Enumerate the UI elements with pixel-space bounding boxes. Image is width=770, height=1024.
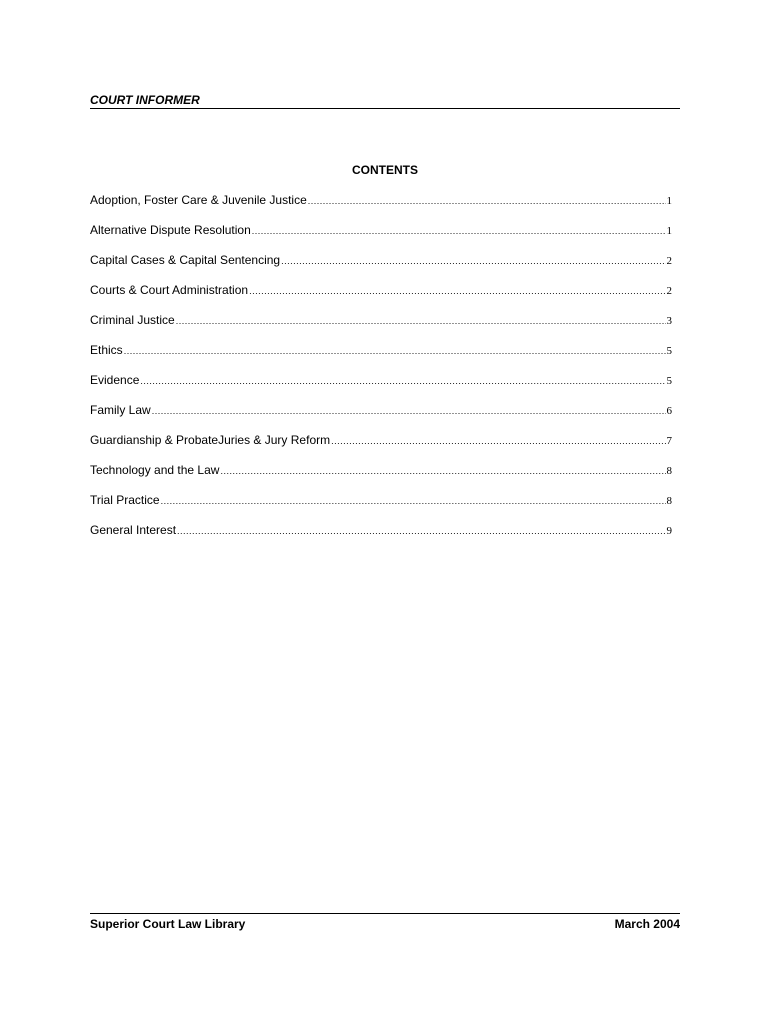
toc-entry-label: Criminal Justice	[90, 313, 175, 327]
newsletter-title: COURT INFORMER	[90, 93, 200, 107]
toc-entry-label: Alternative Dispute Resolution	[90, 223, 251, 237]
toc-entry[interactable]	[90, 343, 672, 373]
toc-entry-page-number: 2	[666, 255, 672, 267]
footer-date: March 2004	[614, 917, 680, 931]
toc-entry-page-number: 5	[666, 375, 672, 387]
toc-entry[interactable]	[90, 403, 672, 433]
contents-heading: CONTENTS	[352, 163, 418, 177]
toc-dot-leader	[249, 286, 665, 296]
toc-entry-label: Evidence	[90, 373, 140, 387]
toc-dot-leader	[140, 376, 665, 386]
toc-entry-label: Technology and the Law	[90, 463, 220, 477]
toc-entry-page-number: 9	[666, 525, 672, 537]
toc-entry-page-number: 5	[666, 345, 672, 357]
toc-entry[interactable]	[90, 193, 672, 223]
toc-entry[interactable]	[90, 463, 672, 493]
toc-entry-page-number: 8	[666, 465, 672, 477]
toc-entry-label: Family Law	[90, 403, 151, 417]
toc-entry[interactable]	[90, 313, 672, 343]
toc-dot-leader	[176, 316, 666, 326]
toc-entry-label: Adoption, Foster Care & Juvenile Justice	[90, 193, 307, 207]
toc-dot-leader	[308, 196, 666, 206]
toc-entry-label: General Interest	[90, 523, 177, 537]
toc-entry[interactable]	[90, 523, 672, 553]
toc-entry-page-number: 7	[666, 435, 672, 447]
toc-entry-page-number: 6	[666, 405, 672, 417]
toc-entry-page-number: 1	[666, 195, 672, 207]
toc-dot-leader	[161, 496, 666, 506]
toc-entry-page-number: 1	[666, 225, 672, 237]
toc-entry-page-number: 3	[666, 315, 672, 327]
toc-entry[interactable]	[90, 433, 672, 463]
toc-dot-leader	[124, 346, 666, 356]
toc-entry[interactable]	[90, 253, 672, 283]
toc-dot-leader	[177, 526, 665, 536]
toc-entry[interactable]	[90, 283, 672, 313]
toc-entry[interactable]	[90, 373, 672, 403]
toc-entry-page-number: 2	[666, 285, 672, 297]
page-footer	[90, 913, 680, 931]
toc-entry[interactable]	[90, 493, 672, 523]
toc-dot-leader	[220, 466, 665, 476]
footer-library-name: Superior Court Law Library	[90, 917, 246, 931]
toc-entry-label: Capital Cases & Capital Sentencing	[90, 253, 281, 267]
page-header	[90, 93, 680, 109]
table-of-contents	[90, 193, 672, 553]
toc-entry-label: Courts & Court Administration	[90, 283, 249, 297]
toc-dot-leader	[252, 226, 666, 236]
toc-entry-label: Ethics	[90, 343, 123, 357]
toc-dot-leader	[152, 406, 666, 416]
toc-entry[interactable]	[90, 223, 672, 253]
toc-entry-label: Trial Practice	[90, 493, 160, 507]
toc-entry-page-number: 8	[666, 495, 672, 507]
toc-dot-leader	[281, 256, 665, 266]
toc-dot-leader	[331, 436, 665, 446]
toc-entry-label: Guardianship & ProbateJuries & Jury Reform	[90, 433, 331, 447]
